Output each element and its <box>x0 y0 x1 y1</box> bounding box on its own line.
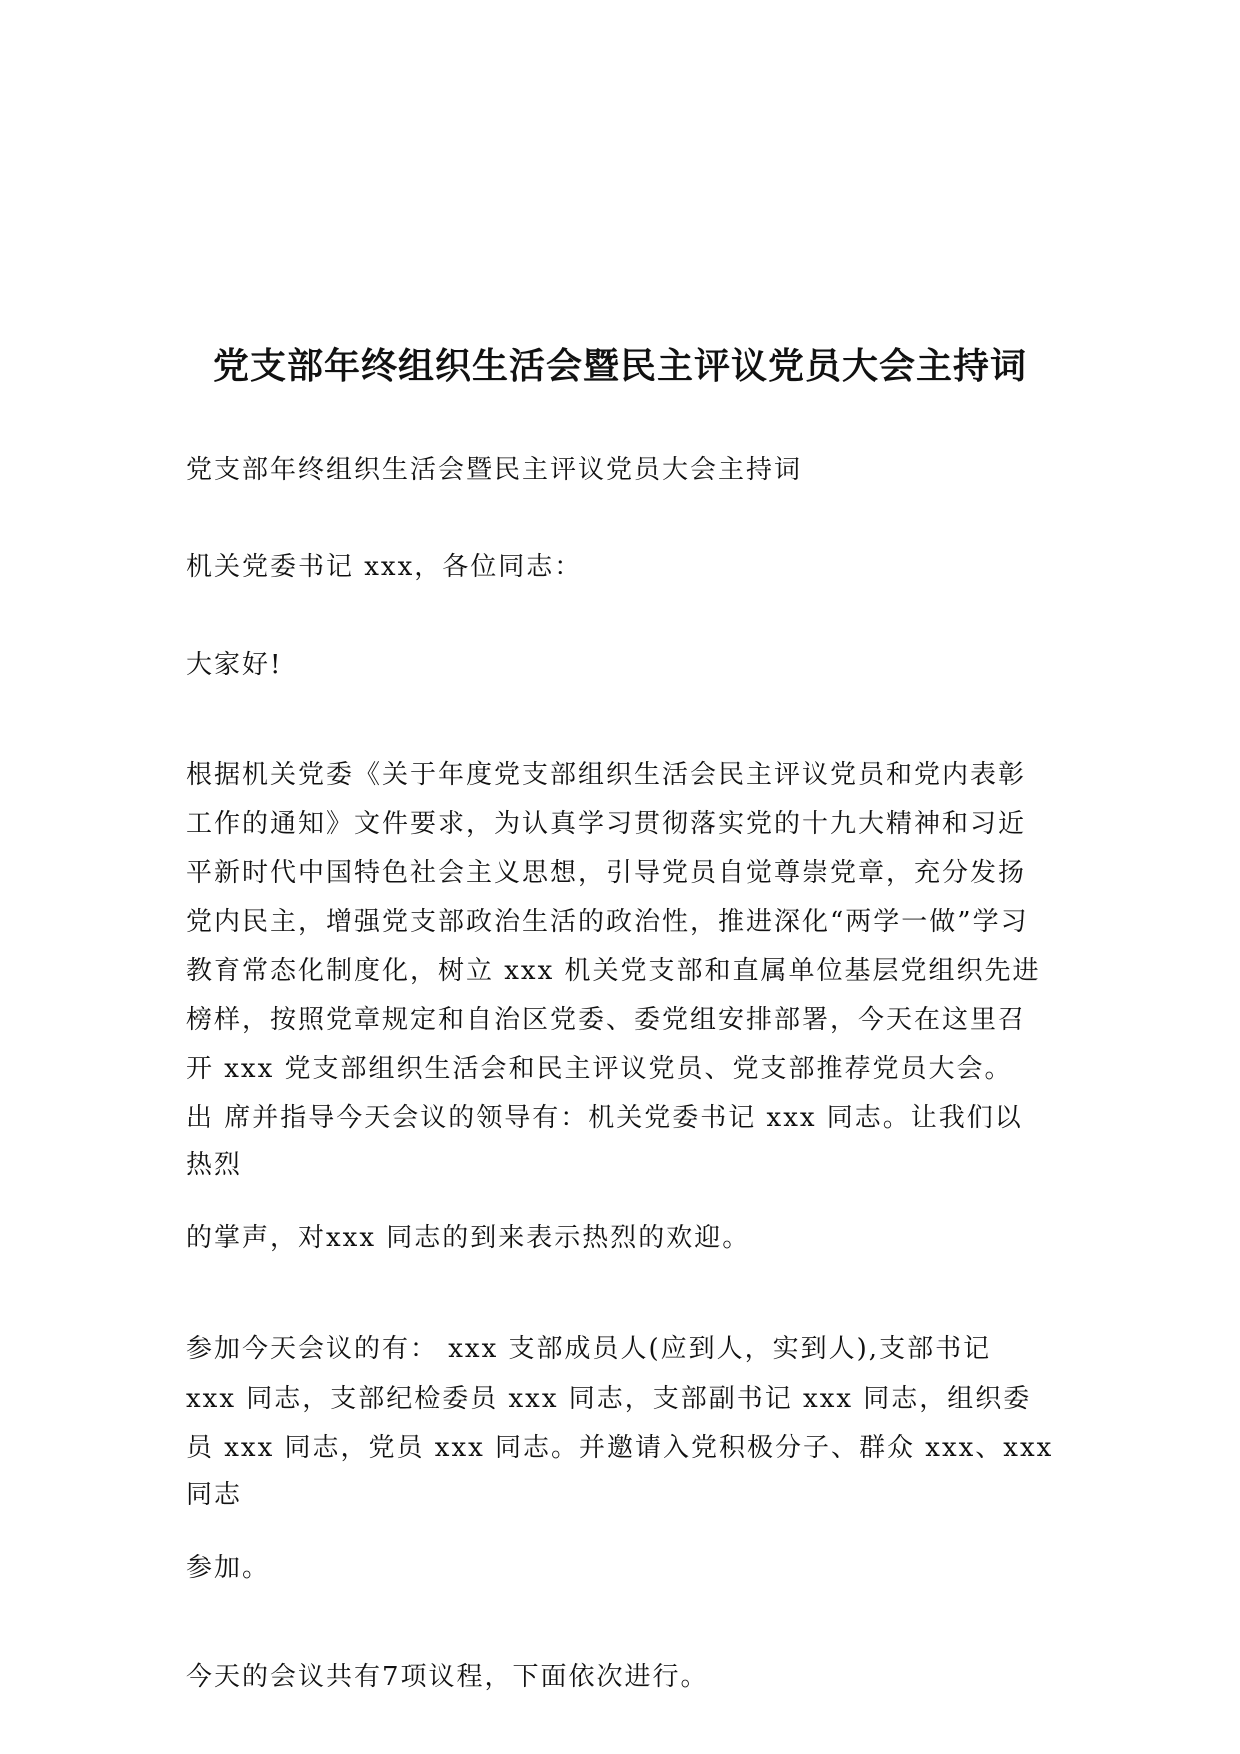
salutation: 机关党委书记 xxx，各位同志： <box>186 552 583 582</box>
paragraph2-line: xxx 同志，支部纪检委员 xxx 同志，支部副书记 xxx 同志，组织委 <box>186 1384 1032 1414</box>
agenda-intro: 今天的会议共有7项议程，下面依次进行。 <box>186 1662 709 1692</box>
paragraph1-line: 热烈 <box>186 1150 243 1180</box>
paragraph1-tail: 的掌声，对xxx 同志的到来表示热烈的欢迎。 <box>186 1223 751 1253</box>
paragraph1-line: 教育常态化制度化，树立 xxx 机关党支部和直属单位基层党组织先进 <box>186 956 1041 986</box>
paragraph1-line: 党内民主，增强党支部政治生活的政治性，推进深化“两学一做”学习 <box>186 907 1029 937</box>
paragraph1-line: 平新时代中国特色社会主义思想，引导党员自觉尊崇党章，充分发扬 <box>186 858 1027 888</box>
document-title: 党支部年终组织生活会暨民主评议党员大会主持词 <box>212 345 1027 387</box>
paragraph1-line: 根据机关党委《关于年度党支部组织生活会民主评议党员和党内表彰 <box>186 760 1027 790</box>
paragraph1-line: 榜样，按照党章规定和自治区党委、委党组安排部署，今天在这里召 <box>186 1005 1027 1035</box>
paragraph1-line: 工作的通知》文件要求，为认真学习贯彻落实党的十九大精神和习近 <box>186 809 1027 839</box>
paragraph2-line: 同志 <box>186 1480 243 1510</box>
document-subtitle: 党支部年终组织生活会暨民主评议党员大会主持词 <box>186 455 803 485</box>
paragraph1-line: 开 xxx 党支部组织生活会和民主评议党员、党支部推荐党员大会。 <box>186 1054 1013 1084</box>
greeting: 大家好! <box>186 650 283 680</box>
paragraph2-line: 参加今天会议的有： xxx 支部成员人(应到人，实到人),支部书记 <box>186 1334 992 1364</box>
paragraph1-line: 出 席并指导今天会议的领导有：机关党委书记 xxx 同志。让我们以 <box>186 1103 1023 1133</box>
paragraph2-tail: 参加。 <box>186 1553 271 1583</box>
paragraph2-line: 员 xxx 同志，党员 xxx 同志。并邀请入党积极分子、群众 xxx、xxx <box>186 1433 1054 1463</box>
